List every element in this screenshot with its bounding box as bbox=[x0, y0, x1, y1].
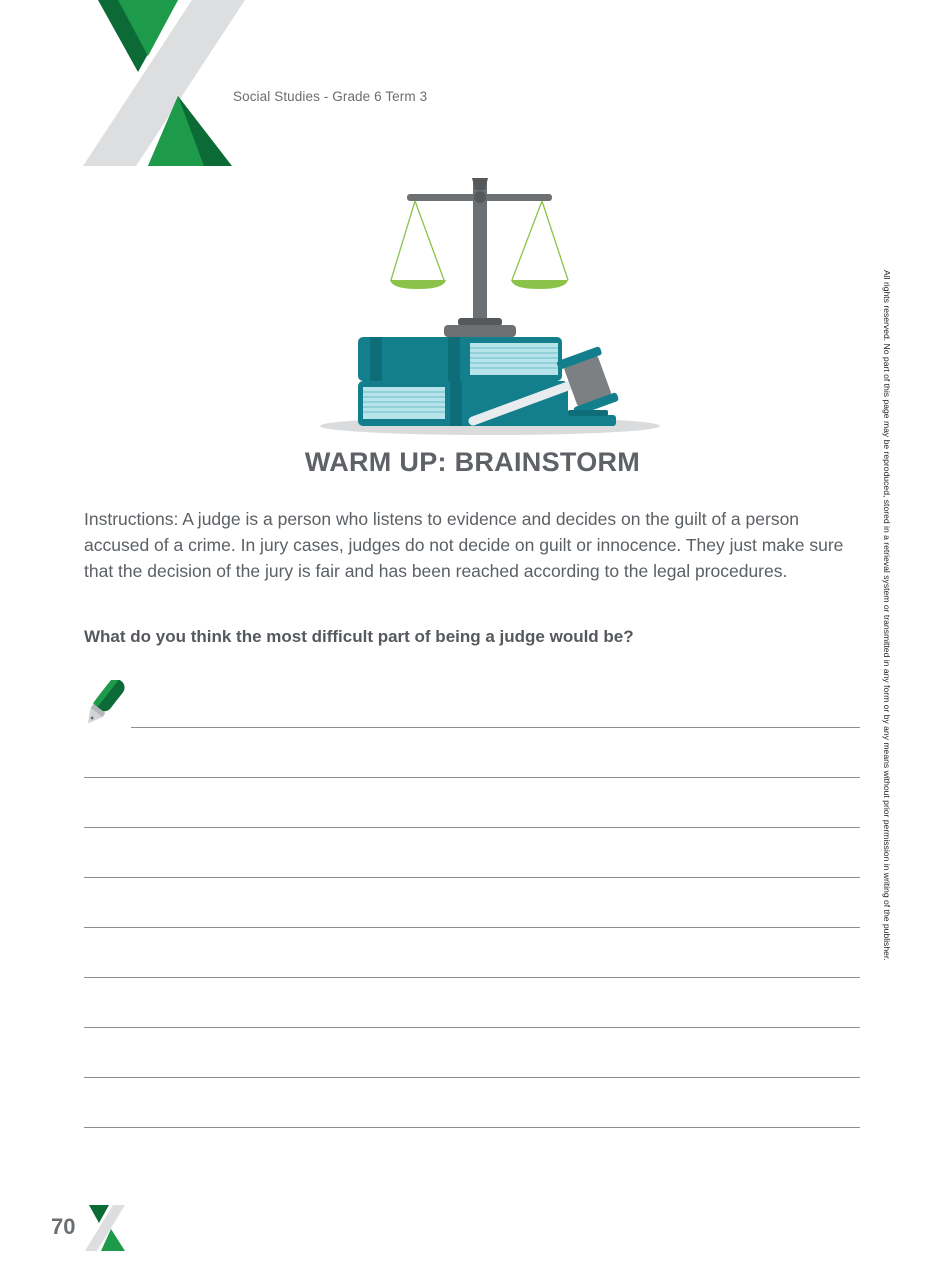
writing-line[interactable] bbox=[84, 827, 860, 828]
writing-line[interactable] bbox=[84, 877, 860, 878]
section-title: WARM UP: BRAINSTORM bbox=[304, 447, 641, 477]
header-subtitle: Social Studies - Grade 6 Term 3 bbox=[233, 89, 428, 104]
question-text: What do you think the most difficult part of being a judge would be? bbox=[84, 627, 634, 646]
instructions-text: Instructions: A judge is a person who listens to evidence and decides on the guilt of a person accused of a crime. In jury cases, judges do not decide on guilt or innocence. They just make sure that the decision of the jury is fair and has been reached according to the legal procedures. bbox=[84, 509, 844, 581]
writing-line[interactable] bbox=[84, 1127, 860, 1128]
copyright-text: All rights reserved. No part of this page may be reproduced, stored in a retrieval system or transmitted in any form or by any means without prior permission in writing of the publisher. bbox=[882, 270, 892, 961]
scales-of-justice-books-gavel-icon bbox=[318, 170, 663, 440]
brand-logo-bottom bbox=[83, 1205, 127, 1251]
page-number: 70 bbox=[51, 1214, 76, 1239]
writing-line[interactable] bbox=[84, 977, 860, 978]
writing-line[interactable] bbox=[84, 1077, 860, 1078]
writing-line[interactable] bbox=[84, 1027, 860, 1028]
writing-line[interactable] bbox=[84, 777, 860, 778]
pen-icon bbox=[82, 680, 134, 730]
writing-line[interactable] bbox=[84, 927, 860, 928]
brand-logo-top bbox=[80, 0, 250, 170]
copyright-notice bbox=[878, 270, 898, 1010]
writing-line[interactable] bbox=[131, 727, 860, 728]
